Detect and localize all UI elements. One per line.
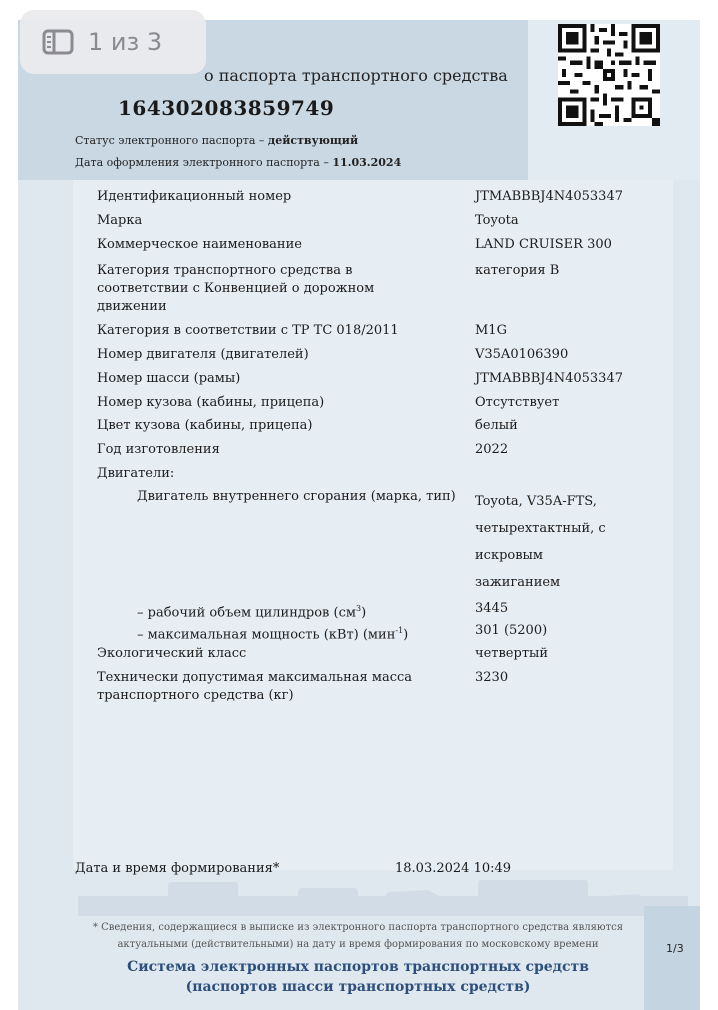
engine-type-label: Двигатель внутреннего сгорания (марка, тип) [137,489,456,504]
max-mass-value: 3230 [475,670,509,685]
page-indicator-badge[interactable] [20,10,206,74]
row-category-convention-value: категория B [475,263,560,278]
displacement-label: – рабочий объем цилиндров $(см^3)$ [137,604,367,621]
max-mass-label: Технически допустимая максимальная масса транспортного средства (кг) [97,670,413,703]
row-body-color-label: Цвет кузова (кабины, прицепа) [97,418,313,433]
document-title: о паспорта транспортного средства [204,66,508,85]
row-engine-number-value: V35A0106390 [475,347,569,362]
row-body-number-value: Отсутствует [475,395,560,410]
issue-date [75,156,401,169]
vehicles-skyline-icon [78,876,688,916]
row-year-value: 2022 [475,442,509,457]
qr-code-icon [558,24,660,126]
row-category-tr-label: Категория в соответствии с ТР ТС 018/2011 [97,323,399,338]
passport-status [75,134,358,147]
system-name: Система электронных паспортов транспортных средств (паспортов шасси транспортных средств) [127,959,589,995]
footer-note: * Сведения, содержащиеся в выписке из электронного паспорта транспортного средства являются актуальными (действительными) на дату и время формирования по московскому времени [92,922,624,950]
document-page [18,20,700,1010]
engine-type-value: Toyota, V35A-FTS, четырехтактный, с искровым зажиганием [475,494,606,590]
sidebar-toggle-icon[interactable] [42,29,74,55]
row-engines-heading: Двигатели: [97,466,175,481]
date-value: 11.03.2024 [332,156,402,169]
page-number: 1/3 [666,942,684,955]
vehicle-data-panel [73,180,673,870]
power-label: – максимальная мощность (кВт) (мин$^{-1}$) [137,626,409,643]
passport-number: 164302083859749 [118,96,335,120]
row-vin-label: Идентификационный номер [97,189,292,204]
page-number-box [644,906,700,1010]
row-category-convention-label: Категория транспортного средства в соответствии с Конвенцией о дорожном движении [97,263,375,314]
row-make-label: Марка [97,213,143,228]
row-engine-number-label: Номер двигателя (двигателей) [97,347,309,362]
eco-class-value: четвертый [475,646,549,661]
row-body-number-label: Номер кузова (кабины, прицепа) [97,395,325,410]
eco-class-label: Экологический класс [97,646,247,661]
status-label: Статус электронного паспорта – [75,134,268,147]
row-category-tr-value: M1G [475,323,507,338]
date-label: Дата оформления электронного паспорта – [75,156,333,169]
row-year-label: Год изготовления [97,442,220,457]
row-vin-value: JTMABBBJ4N4053347 [475,189,623,204]
status-value: действующий [267,134,359,147]
row-chassis-value: JTMABBBJ4N4053347 [475,371,623,386]
generated-datetime-value: 18.03.2024 10:49 [395,861,512,876]
power-value: 301 (5200) [475,623,548,638]
page-indicator-text: 1 из 3 [88,28,163,56]
row-chassis-label: Номер шасси (рамы) [97,371,241,386]
row-commercial-name-value: LAND CRUISER 300 [475,237,612,252]
row-body-color-value: белый [475,418,518,433]
generated-datetime-label: Дата и время формирования* [75,861,280,876]
row-commercial-name-label: Коммерческое наименование [97,237,302,252]
displacement-value: 3445 [475,601,509,616]
row-make-value: Toyota [475,213,519,228]
